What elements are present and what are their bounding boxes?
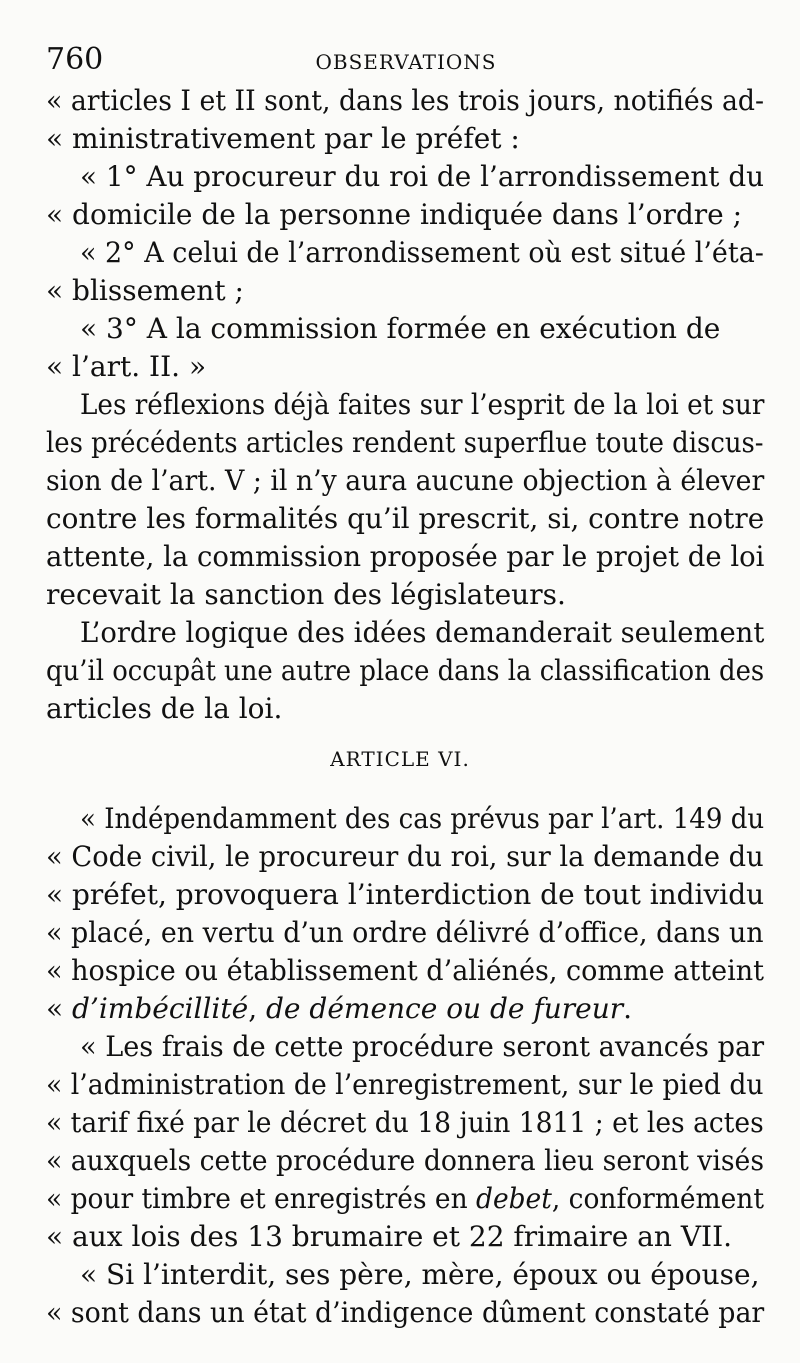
text-line: « l’art. II. » bbox=[46, 350, 207, 383]
text-line: « auxquels cette procédure donnera lieu seront visés bbox=[46, 1144, 765, 1177]
text-line: « blissement ; bbox=[46, 274, 244, 307]
italic-word: debet bbox=[476, 1182, 552, 1215]
text-line: « aux lois des 13 brumaire et 22 frimaire an VII. bbox=[46, 1220, 733, 1253]
running-head: OBSERVATIONS bbox=[315, 50, 497, 74]
text-line: « hospice ou établissement d’aliénés, comme atteint bbox=[46, 954, 764, 987]
text-line: « 3° A la commission formée en exécution de bbox=[80, 312, 721, 345]
text-line: qu’il occupât une autre place dans la classification des bbox=[46, 654, 765, 687]
italic-phrase: d’imbécillité bbox=[72, 992, 249, 1025]
text-line: attente, la commission proposée par le projet de loi bbox=[46, 540, 765, 573]
text-line: « 1° Au procureur du roi de l’arrondissement du bbox=[80, 160, 765, 193]
text-line: articles de la loi. bbox=[46, 692, 283, 725]
text-line: sion de l’art. V ; il n’y aura aucune objection à élever bbox=[46, 464, 765, 497]
text-fragment: « pour timbre et enregistrés en bbox=[46, 1182, 477, 1215]
period: . bbox=[623, 992, 633, 1025]
page-number: 760 bbox=[46, 42, 104, 77]
text-line: L’ordre logique des idées demanderait seulement bbox=[80, 616, 765, 649]
text-line: « sont dans un état d’indigence dûment constaté par bbox=[46, 1296, 765, 1329]
text-fragment: , conformément bbox=[551, 1182, 764, 1215]
text-line: « préfet, provoquera l’interdiction de tout individu bbox=[46, 878, 765, 911]
text-line: « placé, en vertu d’un ordre délivré d’office, dans un bbox=[46, 916, 764, 949]
text-line: recevait la sanction des législateurs. bbox=[46, 578, 566, 611]
article-heading: ARTICLE VI. bbox=[330, 747, 470, 771]
page-header bbox=[46, 40, 766, 80]
text-line-italic bbox=[46, 990, 764, 1028]
text-line: Les réflexions déjà faites sur l’esprit de la loi et sur bbox=[80, 388, 765, 421]
text-line: « Indépendamment des cas prévus par l’art. 149 du bbox=[80, 802, 765, 835]
text-line: « tarif fixé par le décret du 18 juin 1811 ; et les actes bbox=[46, 1106, 764, 1139]
text-line: « l’administration de l’enregistrement, sur le pied du bbox=[46, 1068, 764, 1101]
text-line: contre les formalités qu’il prescrit, si, contre notre bbox=[46, 502, 765, 535]
text-line: « ministrativement par le préfet : bbox=[46, 122, 520, 155]
text-line: « Les frais de cette procédure seront avancés par bbox=[80, 1030, 765, 1063]
separator: , bbox=[248, 992, 266, 1025]
text-line-debet bbox=[46, 1180, 764, 1218]
text-line: « 2° A celui de l’arrondissement où est situé l’éta- bbox=[80, 236, 764, 269]
text-line: « domicile de la personne indiquée dans l’ordre ; bbox=[46, 198, 743, 231]
italic-phrase: de démence ou de fureur bbox=[266, 992, 624, 1025]
quote-mark: « bbox=[46, 992, 73, 1025]
text-line: les précédents articles rendent superflue toute discus- bbox=[46, 426, 764, 459]
text-line: « articles I et II sont, dans les trois jours, notifiés ad- bbox=[46, 84, 765, 117]
text-line: « Code civil, le procureur du roi, sur la demande du bbox=[46, 840, 764, 873]
text-line: « Si l’interdit, ses père, mère, époux ou épouse, bbox=[80, 1258, 760, 1291]
